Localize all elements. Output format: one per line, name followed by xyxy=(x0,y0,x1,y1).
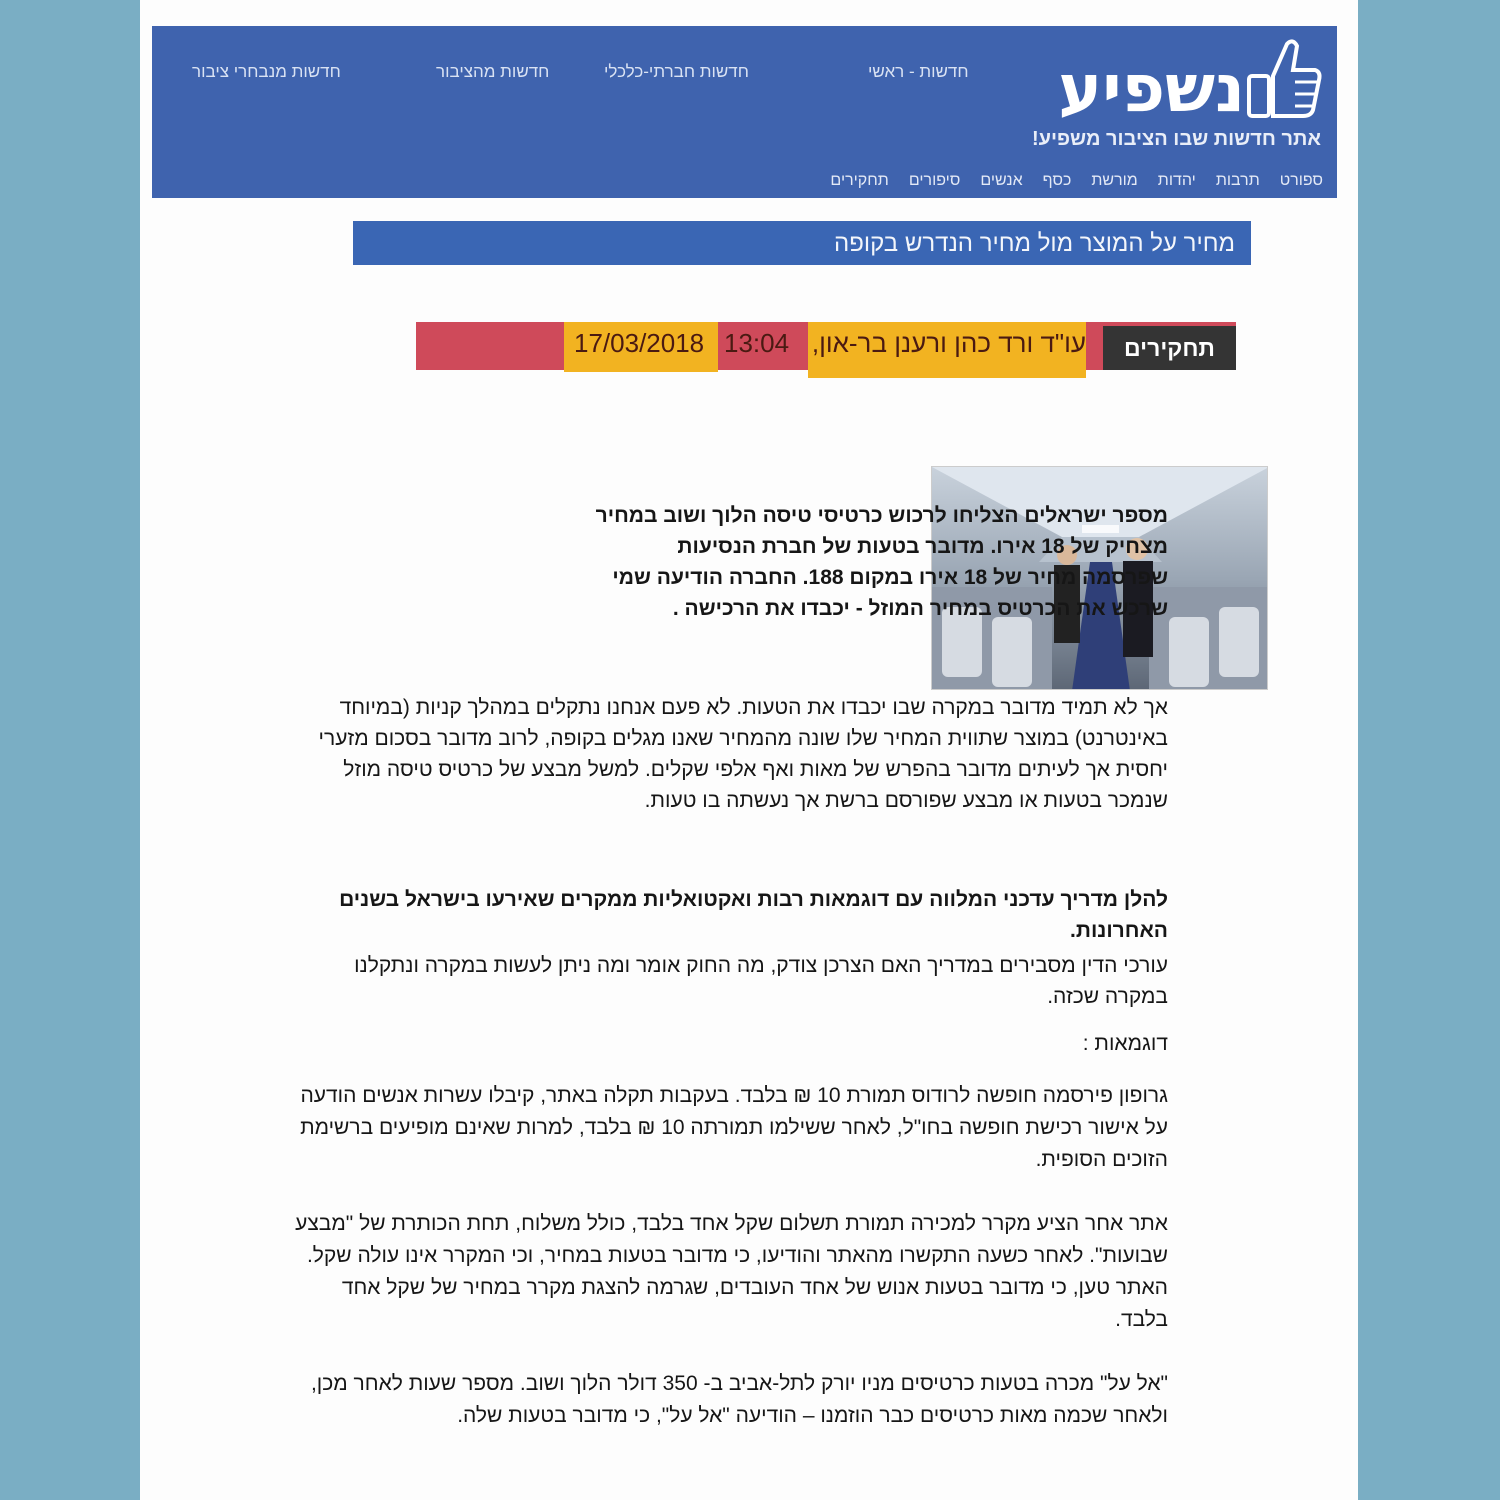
article-example-2: אתר אחר הציע מקרר למכירה תמורת תשלום שקל אחד בלבד, כולל משלוח, תחת הכותרת של "מבצע שבועות". לאחר כשעה התקשרו מהאתר והודיעו, כי מדובר בטעות במחיר, וכי המקרר אינו עולה שקל. האתר טען, כי מדובר בטעות אנוש של אחד העובדים, שגרמה להצגת מקרר במחיר של שקל אחד בלבד. xyxy=(295,1212,1168,1331)
article-time: 13:04 xyxy=(724,328,790,358)
category-navigation xyxy=(830,172,1323,190)
nav-item-money[interactable]: כסף xyxy=(1042,172,1072,189)
nav-item-investigations[interactable]: תחקירים xyxy=(830,172,889,189)
article-subheading: להלן מדריך עדכני המלווה עם דוגמאות רבות ואקטואליות ממקרים שאירעו בישראל בשנים האחרונות. xyxy=(339,888,1168,942)
article-example-1: גרופון פירסמה חופשה לרודוס תמורת 10 ₪ בלבד. בעקבות תקלה באתר, קיבלו עשרות אנשים הודעה על אישור רכישת חופשה בחו"ל, לאחר ששילמו תמורתה 10 ₪ בלבד, למרות שאינם מופיעים ברשימת הזוכים הסופית. xyxy=(300,1084,1168,1171)
section-title-bar xyxy=(353,221,1251,265)
nav-item-public-news[interactable]: חדשות מהציבור xyxy=(436,62,550,81)
nav-item-heritage[interactable]: מורשת xyxy=(1091,172,1138,189)
article-paragraph-2: עורכי הדין מסבירים במדריך האם הצרכן צודק, מה החוק אומר ומה ניתן לעשות במקרה ונתקלנו במקרה שכזה. xyxy=(354,954,1168,1008)
nav-item-culture[interactable]: תרבות xyxy=(1215,172,1260,189)
article-date: 17/03/2018 xyxy=(574,328,705,358)
article-paragraph-1: אך לא תמיד מדובר במקרה שבו יכבדו את הטעות. לא פעם אנחנו נתקלים במהלך קניות (במיוחד באינטרנט) במוצר שתווית המחיר שלו שונה מהמחיר שאנו מגלים בקופה, לרוב מדובר בסכום מזערי יחסית אך לעיתים מדובר בהפרש של מאות ואף אלפי שקלים. למשל מבצע של כרטיס טיסה מוזל שנמכר בטעות או מבצע שפורסם ברשת אך נעשתה בו טעות. xyxy=(318,696,1168,812)
nav-item-main-news[interactable]: חדשות - ראשי xyxy=(868,62,969,81)
section-title: מחיר על המוצר מול מחיר הנדרש בקופה xyxy=(834,230,1235,257)
site-header xyxy=(152,26,1337,198)
top-navigation xyxy=(152,62,982,92)
site-tagline: אתר חדשות שבו הציבור משפיע! xyxy=(1031,128,1321,150)
category-badge[interactable]: תחקירים xyxy=(1103,326,1236,370)
thumbs-up-icon xyxy=(1243,36,1323,120)
nav-item-sport[interactable]: ספורט xyxy=(1279,172,1323,189)
nav-item-social-economic[interactable]: חדשות חברתי-כלכלי xyxy=(604,62,749,81)
article-example-3: "אל על" מכרה בטעות כרטיסים מניו יורק לתל-אביב ב- 350 דולר הלוך ושוב. מספר שעות לאחר מכן, ולאחר שכמה מאות כרטיסים כבר הוזמנו – הודיעה "אל על", כי מדובר בטעות שלה. xyxy=(310,1372,1168,1427)
article-authors: עו"ד ורד כהן ורענן בר-און, xyxy=(811,328,1086,358)
examples-label: דוגמאות : xyxy=(1082,1032,1168,1055)
site-logo[interactable]: נשפיע xyxy=(1058,50,1245,127)
nav-item-officials-news[interactable]: חדשות מנבחרי ציבור xyxy=(192,62,341,81)
nav-item-people[interactable]: אנשים xyxy=(980,172,1023,189)
nav-item-judaism[interactable]: יהדות xyxy=(1157,172,1196,189)
article-meta-bar xyxy=(416,322,1236,370)
nav-item-stories[interactable]: סיפורים xyxy=(908,172,961,189)
article-lead: מספר ישראלים הצליחו לרכוש כרטיסי טיסה הלוך ושוב במחיר מצחיק של 18 אירו. מדובר בטעות של חברת הנסיעות שפרסמה מחיר של 18 אירו במקום 188. החברה הודיעה שמי שרכש את הכרטיס במחיר המוזל - יכבדו את הרכישה . xyxy=(595,504,1168,620)
